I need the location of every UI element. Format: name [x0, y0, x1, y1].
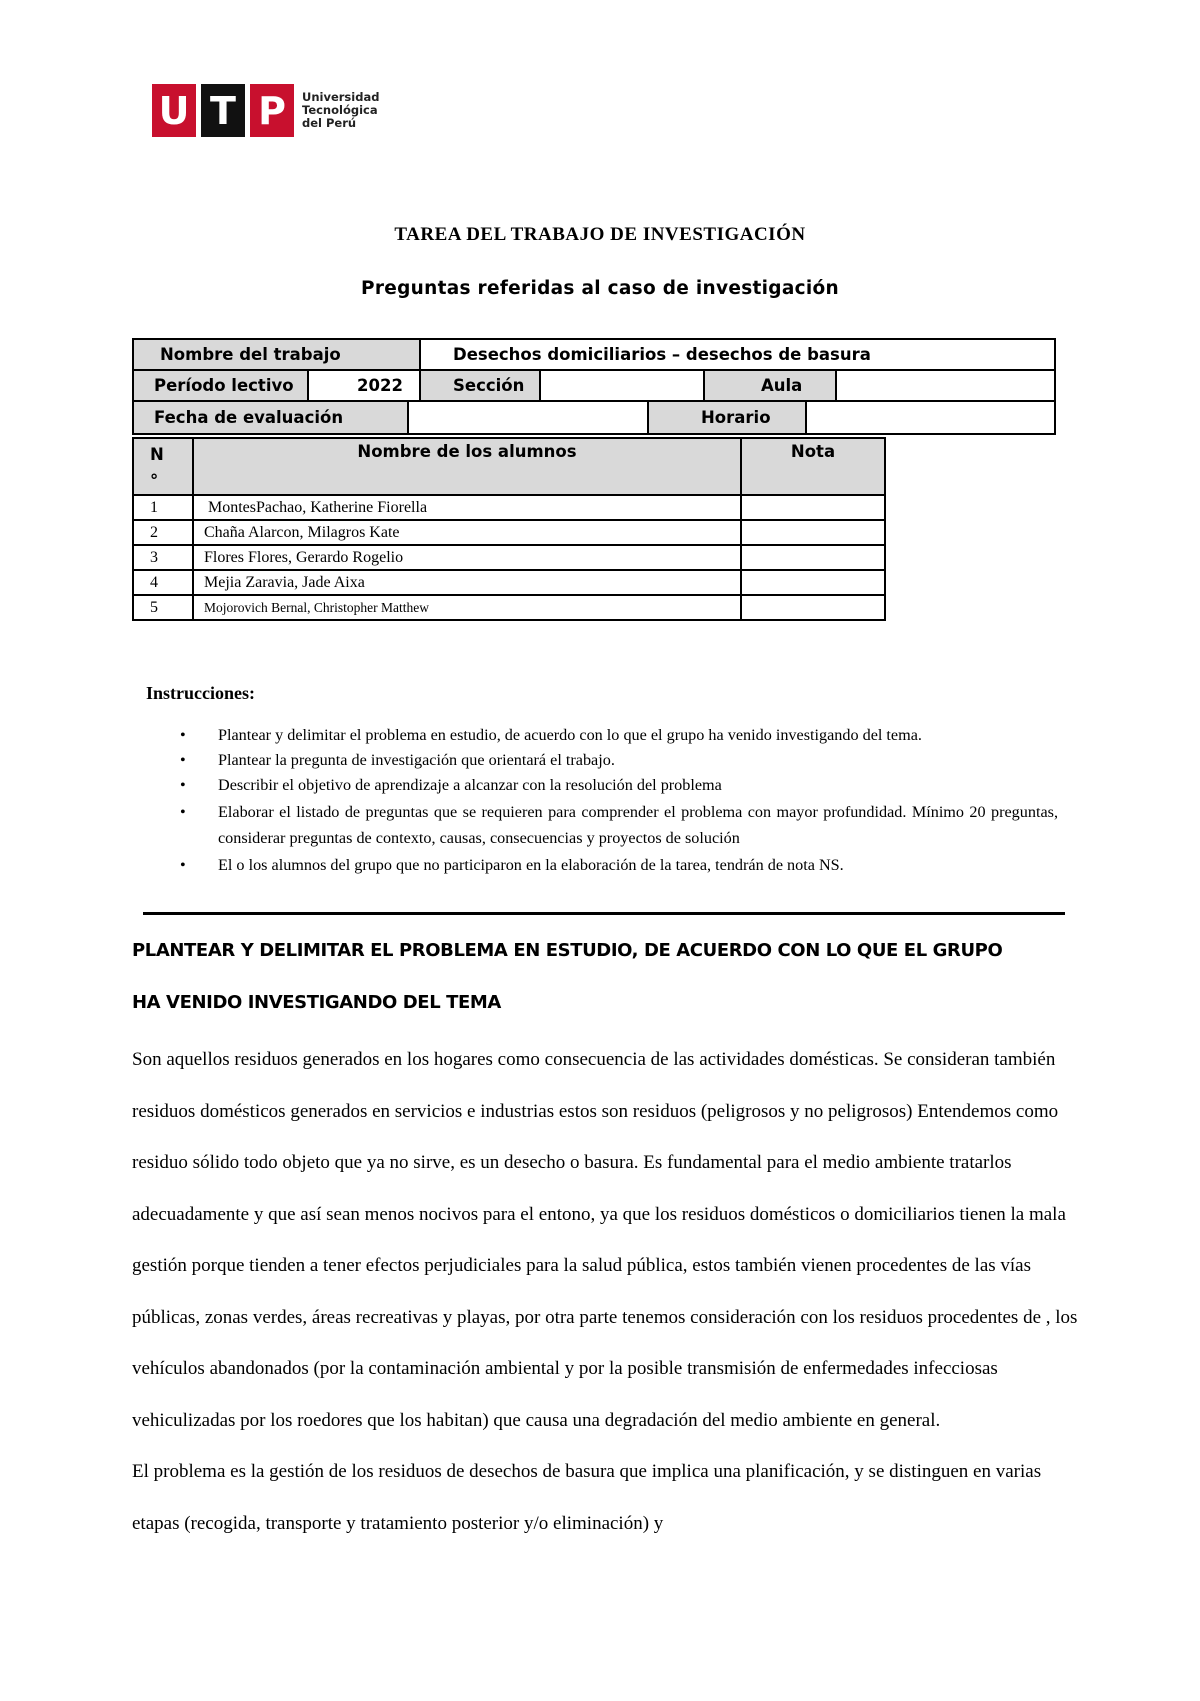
table-row [133, 595, 885, 620]
student-grade [741, 570, 885, 595]
list-item: • Plantear la pregunta de investigación que orientará el trabajo. [180, 749, 1058, 771]
eval-date-value [409, 402, 649, 433]
student-number: 5 [133, 595, 193, 620]
document-title: TAREA DEL TRABAJO DE INVESTIGACIÓN [394, 224, 806, 245]
schedule-value [807, 402, 1054, 433]
section-label: Sección [421, 371, 541, 400]
section-value [541, 371, 705, 400]
document-subtitle: Preguntas referidas al caso de investigación [360, 278, 840, 299]
student-name: Mojorovich Bernal, Christopher Matthew [193, 595, 741, 620]
col-number-header [133, 438, 193, 495]
list-item: • Describir el objetivo de aprendizaje a alcanzar con la resolución del problema [180, 774, 1058, 796]
col-name-header [193, 438, 741, 495]
room-label: Aula [705, 371, 837, 400]
student-name: Flores Flores, Gerardo Rogelio [193, 545, 741, 570]
eval-date-label: Fecha de evaluación [134, 402, 409, 433]
logo-letter-p: P [250, 84, 294, 137]
list-item: • Elaborar el listado de preguntas que se requieren para comprender el problema con mayor profundidad. Mínimo 20 preguntas, considerar preguntas de contexto, causas, consecuencias y proyectos de solución [180, 799, 1058, 851]
col-name-label: Nombre de los alumnos [357, 442, 577, 461]
list-item: • Plantear y delimitar el problema en estudio, de acuerdo con lo que el grupo ha venido investigando del tema. [180, 724, 1058, 746]
work-name-value: Desechos domiciliarios – desechos de basura [453, 345, 871, 364]
student-name: Mejia Zaravia, Jade Aixa [193, 570, 741, 595]
student-name: Chaña Alarcon, Milagros Kate [193, 520, 741, 545]
logo-letter-u: U [152, 84, 196, 137]
logo-text-line: del Perú [302, 116, 357, 130]
table-row [133, 520, 885, 545]
paragraph: Son aquellos residuos generados en los hogares como consecuencia de las actividades domésticas. Se consideran también residuos domésticos generados en servicios e industrias estos son residuos (peligrosos y no peligrosos) Entendemos como residuo sólido todo objeto que ya no sirve, es un desecho o basura. Es fundamental para el medio ambiente tratarlos adecuadamente y que así sean menos nocivos para el entono, ya que los residuos domésticos o domiciliarios tienen la mala gestión porque tienden a tener efectos perjudiciales para la salud pública, estos también vienen procedentes de las vías públicas, zonas verdes, áreas recreativas y playas, por otra parte tenemos consideración con los residuos procedentes de , los vehículos abandonados (por la contaminación ambiental y por la posible transmisión de enfermedades infecciosas vehiculizadas por los roedores que los habitan) que causa una degradación del medio ambiente en general. [132, 1049, 1078, 1431]
student-number: 3 [133, 545, 193, 570]
student-grade [741, 595, 885, 620]
room-value [837, 371, 1054, 400]
period-label: Período lectivo [134, 371, 309, 400]
logo-text-line: Tecnológica [302, 103, 378, 117]
list-item: • El o los alumnos del grupo que no participaron en la elaboración de la tarea, tendrán de nota NS. [180, 854, 1058, 876]
logo-letter-t: T [201, 84, 245, 137]
student-number: 1 [133, 495, 193, 520]
student-name: MontesPachao, Katherine Fiorella [193, 495, 741, 520]
students-table [132, 437, 886, 621]
section-heading-line2: HA VENIDO INVESTIGANDO DEL TEMA [132, 992, 501, 1013]
table-row [133, 545, 885, 570]
student-grade [741, 495, 885, 520]
col-number-label: N ° [150, 445, 164, 490]
section-heading-line1: PLANTEAR Y DELIMITAR EL PROBLEMA EN ESTUDIO, DE ACUERDO CON LO QUE EL GRUPO [132, 940, 1003, 961]
info-row-period [134, 371, 1054, 402]
info-table [132, 338, 1056, 435]
col-grade-header [741, 438, 885, 495]
horizontal-rule [143, 912, 1065, 915]
logo-text [302, 91, 379, 130]
student-number: 4 [133, 570, 193, 595]
table-row [133, 495, 885, 520]
students-header-row [133, 438, 885, 495]
body-text [132, 1034, 1082, 1549]
paragraph: El problema es la gestión de los residuos de desechos de basura que implica una planificación, y se distinguen en varias etapas (recogida, transporte y tratamiento posterior y/o eliminación) y [132, 1461, 1042, 1534]
instructions-heading: Instrucciones: [146, 683, 255, 703]
student-grade [741, 520, 885, 545]
period-value: 2022 [309, 371, 421, 400]
col-grade-label: Nota [790, 442, 836, 461]
instructions-list [180, 724, 1058, 879]
utp-logo [152, 84, 379, 137]
schedule-label: Horario [649, 402, 807, 433]
logo-text-line: Universidad [302, 90, 380, 104]
table-row [133, 570, 885, 595]
student-grade [741, 545, 885, 570]
info-row-work [134, 340, 1054, 371]
student-number: 2 [133, 520, 193, 545]
work-name-label: Nombre del trabajo [134, 340, 421, 369]
info-row-eval [134, 402, 1054, 433]
